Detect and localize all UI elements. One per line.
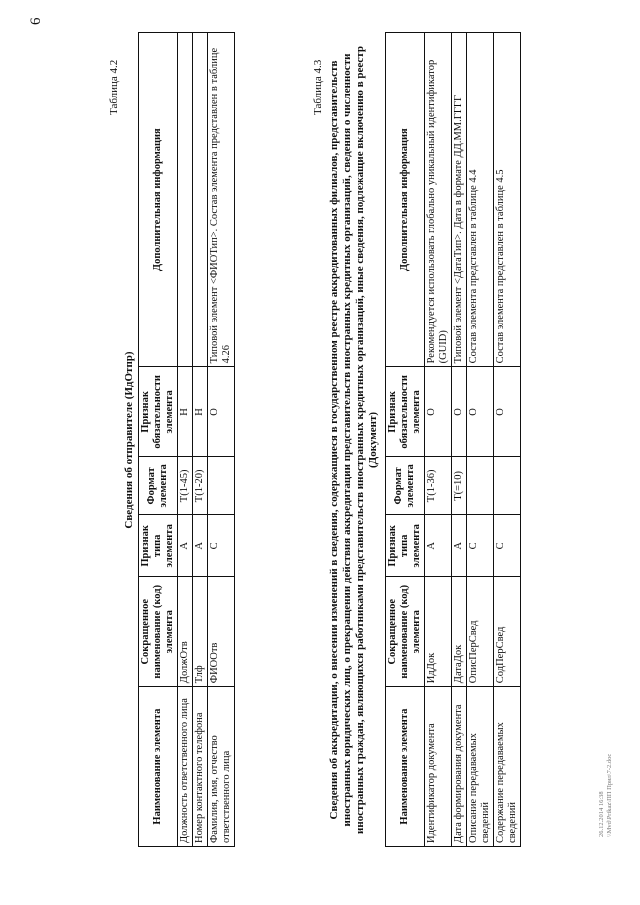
table-cell: Рекомендуется использовать глобально уникальный идентификатор (GUID) — [425, 33, 452, 367]
table-cell: Номер контактного телефона — [193, 687, 208, 847]
table-cell: Должность ответственного лица — [178, 687, 193, 847]
table-4-2-caption: Таблица 4.2 — [108, 59, 120, 115]
table-cell: А — [425, 515, 452, 577]
table-cell: А — [178, 515, 193, 577]
page-number: 6 — [28, 17, 44, 25]
table-row — [452, 33, 467, 847]
column-header: Признак типа элемента — [386, 515, 425, 577]
column-header: Признак обязательности элемента — [386, 367, 425, 457]
table-cell: О — [467, 367, 494, 457]
table-cell — [193, 33, 208, 367]
file-footer — [598, 754, 614, 837]
column-header: Наименование элемента — [139, 687, 178, 847]
table-cell: T(1-20) — [193, 457, 208, 515]
table-cell: Н — [178, 367, 193, 457]
table-cell: О — [208, 367, 235, 457]
table-cell: Типовой элемент <ФИОТип>. Состав элемента представлен в таблице 4.26 — [208, 33, 235, 367]
table-cell: СодПерСвед — [494, 577, 521, 687]
table-cell: Тлф — [193, 577, 208, 687]
table-cell: Фамилия, имя, отчество ответственного лица — [208, 687, 235, 847]
table-cell: С — [467, 515, 494, 577]
table-cell: А — [452, 515, 467, 577]
table-cell: О — [452, 367, 467, 457]
table-cell: T(=10) — [452, 457, 467, 515]
table-header-row — [139, 33, 178, 847]
footer-timestamp: 26.12.2014 16:38 — [598, 791, 605, 837]
table-header-row — [386, 33, 425, 847]
column-header: Дополнительная информация — [139, 33, 178, 367]
table-cell — [208, 457, 235, 515]
table-4-3-title: Сведения об аккредитации, о внесении изменений в сведения, содержащиеся в государственном реестре аккредитованных филиалов, представительств иностранных юридических лиц, о прекращении действия аккредитации представительств иностранных кредитных организаций, сведения о численности иностранных граждан, являющихся работниками представительств иностранных кредитных организаций, иные сведения, подлежащие включению в реестр (Документ) — [328, 46, 379, 834]
table-4-2 — [138, 32, 235, 847]
table-row — [467, 33, 494, 847]
table-cell — [494, 457, 521, 515]
table-cell: С — [208, 515, 235, 577]
table-row — [193, 33, 208, 847]
table-cell: О — [494, 367, 521, 457]
table-cell — [467, 457, 494, 515]
table-cell: ДолжОтв — [178, 577, 193, 687]
table-4-3 — [385, 32, 521, 847]
table-cell — [178, 33, 193, 367]
table-row — [178, 33, 193, 847]
table-cell: А — [193, 515, 208, 577]
table-cell: ФИООтв — [208, 577, 235, 687]
table-row — [208, 33, 235, 847]
column-header: Сокращенное наименование (код) элемента — [139, 577, 178, 687]
column-header: Признак обязательности элемента — [139, 367, 178, 457]
column-header: Сокращенное наименование (код) элемента — [386, 577, 425, 687]
table-cell: О — [425, 367, 452, 457]
table-cell: Описание передаваемых сведений — [467, 687, 494, 847]
table-cell: Состав элемента представлен в таблице 4.4 — [467, 33, 494, 367]
table-cell: T(1-45) — [178, 457, 193, 515]
footer-file-path: \\Mvd\Prikaz\ПП Прил\7-2.doc — [606, 753, 613, 837]
table-cell: С — [494, 515, 521, 577]
column-header: Наименование элемента — [386, 687, 425, 847]
table-cell: Н — [193, 367, 208, 457]
table-cell: Состав элемента представлен в таблице 4.5 — [494, 33, 521, 367]
table-cell: Типовой элемент <ДатаТип>. Дата в формате ДД.ММ.ГГГГ — [452, 33, 467, 367]
table-cell: Содержание передаваемых сведений — [494, 687, 521, 847]
table-4-3-caption: Таблица 4.3 — [312, 59, 324, 115]
table-cell: Дата формирования документа — [452, 687, 467, 847]
table-4-2-title: Сведения об отправителе (ИдОтпр) — [123, 351, 135, 529]
column-header: Дополнительная информация — [386, 33, 425, 367]
table-row — [494, 33, 521, 847]
table-cell: T(1-36) — [425, 457, 452, 515]
table-cell: ИдДок — [425, 577, 452, 687]
column-header: Признак типа элемента — [139, 515, 178, 577]
column-header: Формат элемента — [139, 457, 178, 515]
column-header: Формат элемента — [386, 457, 425, 515]
table-cell: ДатаДок — [452, 577, 467, 687]
table-cell: Идентификатор документа — [425, 687, 452, 847]
table-cell: ОписПерСвед — [467, 577, 494, 687]
table-row — [425, 33, 452, 847]
